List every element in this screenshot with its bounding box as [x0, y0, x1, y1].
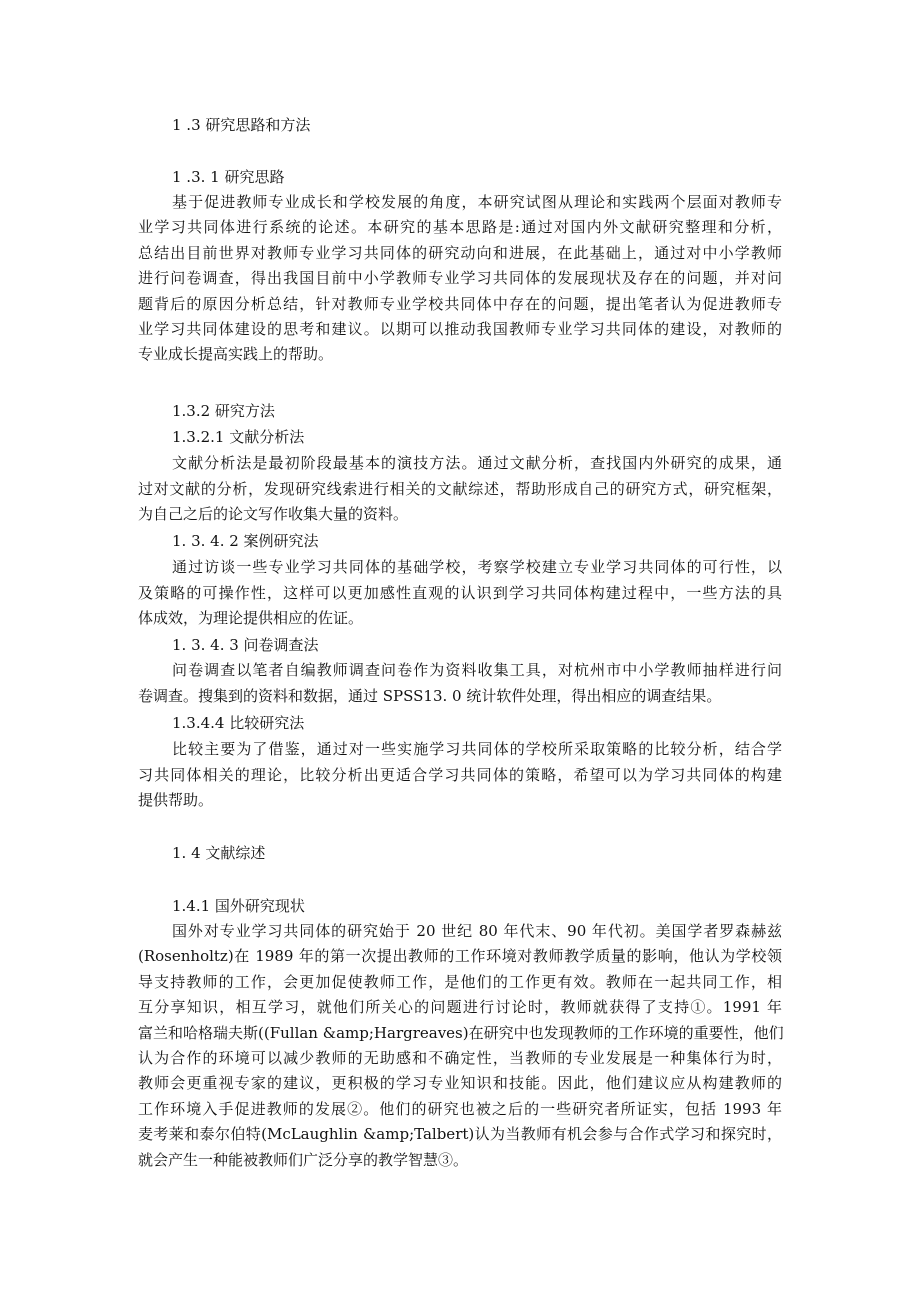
paragraph-line-sec-1-3-4-3: 问卷调查以笔者自编教师调查问卷作为资料收集工具，对杭州市中小学教师抽样进行问	[172, 661, 782, 679]
paragraph-line-sec-1-4-1: 国外对专业学习共同体的研究始于 20 世纪 80 年代末、90 年代初。美国学者罗森赫兹	[172, 922, 782, 940]
paragraph-line-sec-1-3-4-4: 习共同体相关的理论，比较分析出更适合学习共同体的策略，希望可以为学习共同体的构建	[138, 765, 782, 784]
paragraph-line-sec-1-3-2-1: 文献分析法是最初阶段最基本的演技方法。通过文献分析，查找国内外研究的成果，通	[172, 454, 782, 472]
paragraph-line-sec-1-4-1: 认为合作的环境可以减少教师的无助感和不确定性，当教师的专业发展是一种集体行为时，	[138, 1049, 782, 1067]
paragraph-line-sec-1-4-1: (Rosenholtz)在 1989 年的第一次提出教师的工作环境对教师教学质量的影响，他认为学校领	[138, 947, 782, 966]
paragraph-line-sec-1-3-4-4: 比较主要为了借鉴，通过对一些实施学习共同体的学校所采取策略的比较分析，结合学	[172, 740, 782, 758]
paragraph-line-sec-1-3-1: 总结出目前世界对教师专业学习共同体的研究动向和进展，在此基础上，通过对中小学教师	[138, 243, 782, 262]
heading-sec-1-3-4-2: 1. 3. 4. 2 案例研究法	[172, 532, 319, 550]
paragraph-line-sec-1-3-1: 业学习共同体建设的思考和建议。以期可以推动我国教师专业学习共同体的建设，对教师的	[138, 320, 782, 338]
heading-sec-1-3-2-1: 1.3.2.1 文献分析法	[172, 428, 305, 446]
heading-sec-1-3-4-3: 1. 3. 4. 3 问卷调查法	[172, 636, 319, 654]
paragraph-line-sec-1-4-1: 导支持教师的工作，会更加促使教师工作，是他们的工作更有效。教师在一起共同工作，相	[138, 972, 782, 991]
paragraph-line-sec-1-4-1: 工作环境入手促进教师的发展②。他们的研究也被之后的一些研究者所证实，包括 1993 年	[138, 1099, 782, 1118]
paragraph-line-sec-1-3-1: 专业成长提高实践上的帮助。	[138, 345, 334, 364]
paragraph-line-sec-1-4-1: 就会产生一种能被教师们广泛分享的教学智慧③。	[138, 1150, 469, 1169]
paragraph-line-sec-1-4-1: 麦考莱和泰尔伯特(McLaughlin &amp;Talbert)认为当教师有机会参与合作式学习和探究时，	[138, 1125, 782, 1144]
heading-sec-1-3-2: 1.3.2 研究方法	[172, 402, 275, 420]
paragraph-line-sec-1-4-1: 富兰和哈格瑞夫斯((Fullan &amp;Hargreaves)在研究中也发现教师的工作环境的重要性，他们	[138, 1023, 784, 1042]
heading-sec-1-3-1: 1 .3. 1 研究思路	[172, 168, 285, 186]
heading-sec-1-3-4-4: 1.3.4.4 比较研究法	[172, 714, 305, 732]
paragraph-line-sec-1-3-4-2: 及策略的可操作性，这样可以更加感性直观的认识到学习共同体构建过程中，一些方法的具	[138, 583, 782, 602]
paragraph-line-sec-1-3-4-2: 通过访谈一些专业学习共同体的基础学校，考察学校建立专业学习共同体的可行性，以	[172, 558, 782, 576]
paragraph-line-sec-1-3-2-1: 为自己之后的论文写作收集大量的资料。	[138, 505, 409, 523]
paragraph-line-sec-1-3-1: 题背后的原因分析总结，针对教师专业学校共同体中存在的问题，提出笔者认为促进教师专	[138, 294, 782, 313]
heading-sec-1-4-1: 1.4.1 国外研究现状	[172, 897, 305, 915]
paragraph-line-sec-1-3-4-2: 体成效，为理论提供相应的佐证。	[138, 609, 364, 627]
heading-sec-1-4: 1. 4 文献综述	[172, 844, 266, 862]
paragraph-line-sec-1-3-4-4: 提供帮助。	[138, 791, 214, 809]
paragraph-line-sec-1-4-1: 教师会更重视专家的建议，更积极的学习专业知识和技能。因此，他们建议应从构建教师的	[138, 1074, 782, 1093]
paragraph-line-sec-1-3-4-3: 卷调查。搜集到的资料和数据，通过 SPSS13. 0 统计软件处理，得出相应的调查结果。	[138, 687, 722, 705]
paragraph-line-sec-1-3-1: 基于促进教师专业成长和学校发展的角度，本研究试图从理论和实践两个层面对教师专	[172, 193, 782, 211]
paragraph-line-sec-1-3-1: 进行问卷调查，得出我国目前中小学教师专业学习共同体的发展现状及存在的问题，并对问	[138, 269, 782, 288]
paragraph-line-sec-1-3-1: 业学习共同体进行系统的论述。本研究的基本思路是:通过对国内外文献研究整理和分析，	[138, 218, 782, 237]
paragraph-line-sec-1-3-2-1: 过对文献的分析，发现研究线索进行相关的文献综述，帮助形成自己的研究方式，研究框架，	[138, 479, 782, 498]
heading-sec-1-3: 1 .3 研究思路和方法	[172, 116, 311, 134]
paragraph-line-sec-1-4-1: 互分享知识，相互学习，就他们所关心的问题进行讨论时，教师就获得了支持①。1991 年	[138, 998, 782, 1017]
